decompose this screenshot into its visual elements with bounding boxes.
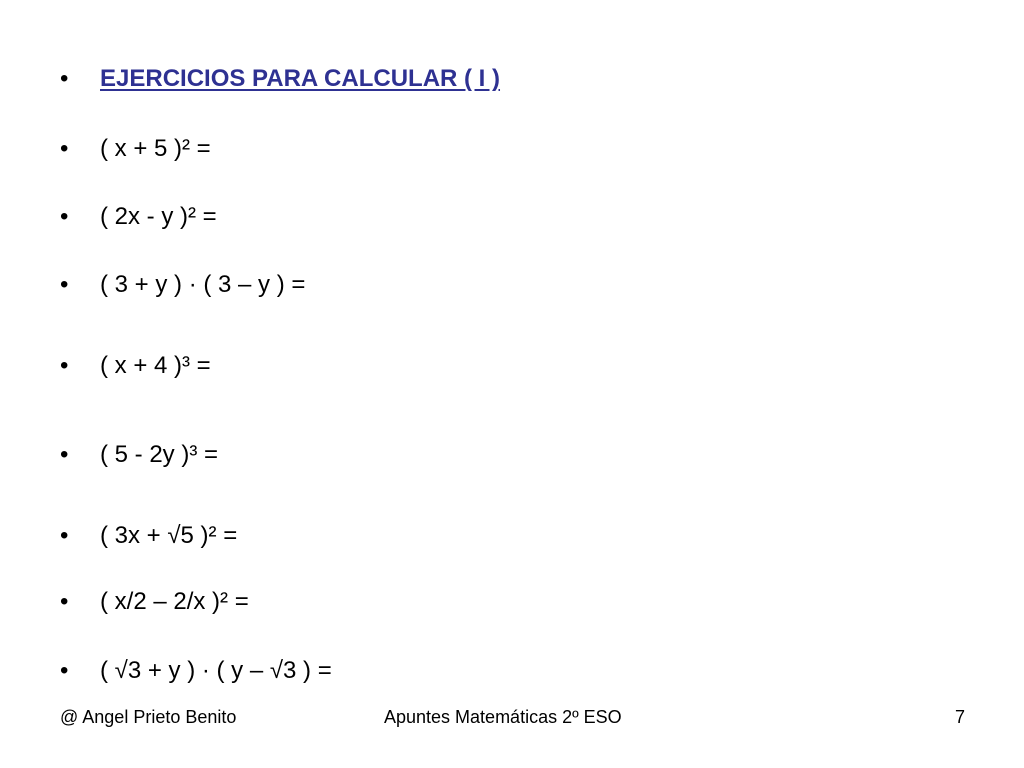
exercise-text: ( x/2 – 2/x )² = <box>100 588 249 615</box>
bullet: • <box>60 135 69 162</box>
exercise-text: ( 3 + y ) · ( 3 – y ) = <box>100 271 306 298</box>
exercise-text: ( 2x - y )² = <box>100 203 217 230</box>
bullet: • <box>60 657 69 684</box>
exercise-text: ( 5 - 2y )³ = <box>100 441 219 468</box>
bullet: • <box>60 203 69 230</box>
exercise-text: ( x + 5 )² = <box>100 135 211 162</box>
bullet: • <box>60 441 69 468</box>
page-number: 7 <box>955 707 966 727</box>
exercise-text: ( √3 + y ) · ( y – √3 ) = <box>100 657 332 684</box>
bullet: • <box>60 588 69 615</box>
bullet: • <box>60 271 69 298</box>
bullet: • <box>60 522 69 549</box>
footer-center-text: Apuntes Matemáticas 2º ESO <box>384 707 622 727</box>
exercise-text: ( x + 4 )³ = <box>100 352 211 379</box>
slide-title: EJERCICIOS PARA CALCULAR ( I ) <box>100 65 501 92</box>
bullet: • <box>60 352 69 379</box>
exercise-text: ( 3x + √5 )² = <box>100 522 238 549</box>
bullet: • <box>60 65 69 92</box>
footer-author: @ Angel Prieto Benito <box>60 707 237 727</box>
